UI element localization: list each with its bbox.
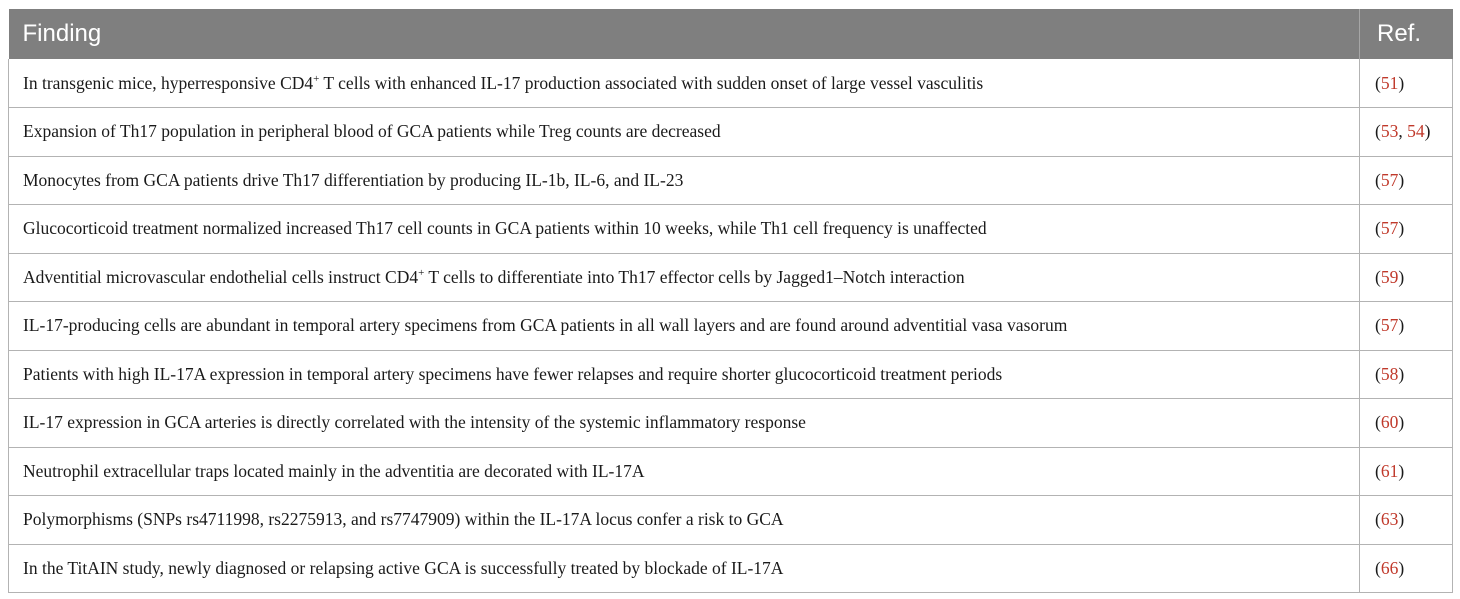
finding-cell <box>9 59 1360 108</box>
finding-text: IL-17 expression in GCA arteries is directly correlated with the intensity of the systemic inflammatory response <box>23 412 806 433</box>
reference-link[interactable]: 66 <box>1380 557 1399 578</box>
finding-cell <box>9 253 1360 302</box>
table-row <box>9 108 1453 157</box>
ref-cell: (53, 54) <box>1360 108 1453 157</box>
header-ref: Ref. <box>1360 9 1453 59</box>
table-row <box>9 544 1453 593</box>
reference-link[interactable]: 57 <box>1380 218 1399 239</box>
table-row <box>9 350 1453 399</box>
reference-link[interactable]: 53 <box>1380 121 1399 142</box>
finding-text: Monocytes from GCA patients drive Th17 differentiation by producing IL-1b, IL-6, and IL-23 <box>23 169 684 190</box>
reference-link[interactable]: 59 <box>1380 266 1399 287</box>
ref-cell: (61) <box>1360 447 1453 496</box>
ref-cell: (60) <box>1360 399 1453 448</box>
table-row <box>9 496 1453 545</box>
reference-link[interactable]: 54 <box>1407 121 1425 142</box>
finding-cell <box>9 399 1360 448</box>
ref-cell: (66) <box>1360 544 1453 593</box>
reference-link[interactable]: 58 <box>1380 363 1399 384</box>
finding-text: Adventitial microvascular endothelial cells instruct CD4 <box>23 266 419 287</box>
header-row <box>9 9 1453 59</box>
finding-text: Patients with high IL-17A expression in temporal artery specimens have fewer relapses and require shorter glucocorticoid treatment periods <box>23 363 1003 384</box>
ref-cell: (63) <box>1360 496 1453 545</box>
reference-link[interactable]: 51 <box>1380 72 1399 93</box>
ref-cell: (51) <box>1360 59 1453 108</box>
header-finding: Finding <box>9 9 1360 59</box>
finding-text: Expansion of Th17 population in peripheral blood of GCA patients while Treg counts are decreased <box>23 121 721 142</box>
table-row <box>9 447 1453 496</box>
table-row <box>9 156 1453 205</box>
table-body <box>9 59 1453 593</box>
finding-text: In the TitAIN study, newly diagnosed or relapsing active GCA is successfully treated by blockade of IL-17A <box>23 557 784 578</box>
table-header <box>9 9 1453 59</box>
superscript: + <box>313 72 320 85</box>
ref-cell: (57) <box>1360 302 1453 351</box>
ref-cell: (58) <box>1360 350 1453 399</box>
reference-link[interactable]: 61 <box>1380 460 1399 481</box>
finding-text-continued: T cells with enhanced IL-17 production associated with sudden onset of large vessel vasculitis <box>319 72 984 93</box>
finding-cell <box>9 447 1360 496</box>
finding-cell <box>9 205 1360 254</box>
reference-link[interactable]: 57 <box>1380 315 1399 336</box>
finding-text: Glucocorticoid treatment normalized increased Th17 cell counts in GCA patients within 10 weeks, while Th1 cell frequency is unaffected <box>23 218 987 239</box>
finding-cell <box>9 496 1360 545</box>
table-row <box>9 59 1453 108</box>
finding-text-continued: T cells to differentiate into Th17 effector cells by Jagged1–Notch interaction <box>424 266 965 287</box>
finding-text: In transgenic mice, hyperresponsive CD4 <box>23 72 314 93</box>
reference-link[interactable]: 60 <box>1380 412 1399 433</box>
findings-table-container <box>8 9 1452 593</box>
reference-link[interactable]: 63 <box>1380 509 1399 530</box>
ref-cell: (59) <box>1360 253 1453 302</box>
finding-cell <box>9 156 1360 205</box>
finding-cell <box>9 350 1360 399</box>
finding-text: IL-17-producing cells are abundant in temporal artery specimens from GCA patients in all wall layers and are found around adventitial vasa vasorum <box>23 315 1068 336</box>
finding-cell <box>9 108 1360 157</box>
finding-text: Neutrophil extracellular traps located mainly in the adventitia are decorated with IL-17A <box>23 460 645 481</box>
table-row <box>9 205 1453 254</box>
reference-link[interactable]: 57 <box>1380 169 1399 190</box>
ref-cell: (57) <box>1360 205 1453 254</box>
table-row <box>9 302 1453 351</box>
ref-cell: (57) <box>1360 156 1453 205</box>
superscript: + <box>418 266 425 279</box>
finding-cell <box>9 544 1360 593</box>
finding-text: Polymorphisms (SNPs rs4711998, rs2275913, and rs7747909) within the IL-17A locus confer a risk to GCA <box>23 509 784 530</box>
findings-table <box>8 9 1453 593</box>
finding-cell <box>9 302 1360 351</box>
table-row <box>9 253 1453 302</box>
table-row <box>9 399 1453 448</box>
